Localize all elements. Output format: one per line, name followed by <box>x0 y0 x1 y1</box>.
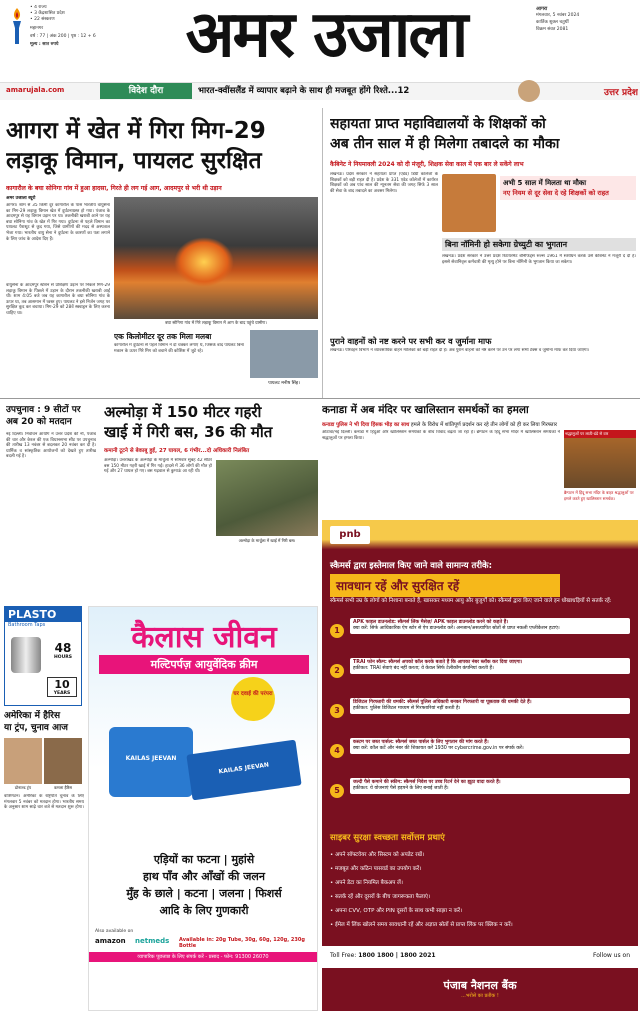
canada-photo: श्रद्धालुओं पर लाठी-डंडे से वार <box>564 430 636 488</box>
almora-body: अल्मोड़ा। उत्तराखंड के अल्मोड़ा के मार्चुला में सोमवार सुबह 42 सीटर बस 150 मीटर गहरी खाई में गिर गई। हादसे में 36 लोगों की मौत हो गई और 27 घायल हो गए। बस गढ़वाल से कुमाऊं आ रही थी। <box>104 458 212 475</box>
section-divider <box>0 398 640 399</box>
canada-kicker: कनाडा पुलिस ने भी दिया हिंसक भीड़ का साथ हमले के विरोध में शांतिपूर्ण प्रदर्शन कर रहे तीन लोगों को ही कर लिया गिरफ्तार <box>322 422 557 428</box>
right-lead-body: लखनऊ। प्रदेश सरकार ने सहायता प्राप्त (एडेड) डिग्री कॉलेजों के शिक्षकों को बड़ी राहत दी है। प्रदेश के 331 एडेड कॉलेजों में कार्यरत शिक्षकों को अब पांच साल की न्यूनतम सेवा की जगह सिर्फ 3 साल की सेवा के बाद तबादले का अवसर मिलेगा। <box>330 172 438 194</box>
pnb-footer: Toll Free: 1800 1800 | 1800 2021 Follow us on <box>322 946 638 968</box>
cm-photo <box>442 174 496 232</box>
quote-box: अभी 5 साल में मिलता था मौका नए नियम से दूर सेवा दे रहे शिक्षकों को राहत <box>500 176 636 200</box>
trump-photo <box>4 738 42 784</box>
masthead-right-info: आगरा मंगलवार, 5 नवंबर 2024 कार्तिक शुक्ल चतुर्थी विक्रम संवत 2081 <box>536 6 580 32</box>
pnb-bank-footer: पंजाब नैशनल बैंक ...भरोसे का प्रतीक ! <box>322 968 638 1011</box>
section-tag: विदेश दौरा <box>100 83 192 99</box>
torch-logo-icon <box>6 4 28 48</box>
masthead-left-info: • 4 राज्य • 3 केंद्रशासित प्रदेश • 22 संस्करण महानगर वर्ष : 77 | अंक 200 | पृष्ठ : 12 + 6 मूल्य : सात रुपये <box>30 5 96 47</box>
pilot-caption: पायलट मनीष सिंह। <box>268 381 300 386</box>
avatar <box>518 80 540 102</box>
harris-photo <box>44 738 82 784</box>
plasto-ad[interactable]: PLASTO Bathroom Taps 48 HOURS 10 YEARS <box>4 606 82 706</box>
box-image: KAILAS JEEVAN <box>186 740 301 801</box>
pnb-banner: सावधान रहें और सुरक्षित रहें <box>330 574 560 597</box>
badge: घर दवाई की परंपरा <box>231 677 275 721</box>
us-election-head: अमेरिका में हैरिस या ट्रंप, चुनाव आज <box>4 711 68 733</box>
netmeds-logo: netmeds <box>135 937 170 945</box>
bus-photo <box>216 460 318 536</box>
strip-teaser[interactable]: भारत-क्वींसलैंड में व्यापार बढ़ाने के साथ ही मजबूत होंगे रिश्ते...12 <box>198 86 410 96</box>
right-lead-subhead: कैबिनेट ने नियमावली 2024 को दी मंजूरी, शिक्षक सेवा काल में एक बार ले सकेंगे लाभ <box>330 161 524 168</box>
lead-body-1: आगरा। शाम से 35 किमी दूर कागारौल के पास भारतीय वायुसेना का मिग-29 लड़ाकू विमान खेत में दुर्घटनाग्रस्त हो गया। पंजाब के आदमपुर से यह विमान उड़ान पर था। तकनीकी खराबी आने पर यह बघा सोनिगा गांव के खेत में गिर गया। दुर्घटना से पहले विमान का पायलट पैराशूट से कूद गया, जिसे ग्रामीणों की मदद से अस्पताल भेजा गया। भारतीय वायु सेना ने दुर्घटना के कारणों का पता लगाने के लिए जांच के आदेश दिए हैं। <box>6 203 110 242</box>
uses-list: एड़ियों का फटना | मुहांसे हाथ पाँव और आँखों की जलन मुँह के छाले | कटना | जलना | फिशर्स आदि के लिए गुणकारी <box>126 853 282 917</box>
practices-list: • अपने सॉफ्टवेयर और सिस्टम को अपडेट रखें। • मजबूत और कठिन पासवर्ड का उपयोग करें। • अपने डेटा का नियमित बैकअप लें। • सतर्क रहें और दूसरों के बीच जागरूकता फैलाएं। • अपना CVV, OTP और PIN दूसरों के साथ कभी साझा न करें। • ईमेल में लिंक खोलने समय सावधानी रहें और अज्ञात स्रोतों से प्राप्त लिंक पर क्लिक न करें। <box>330 852 513 928</box>
lead-subhead: कागारौल के बघा सोनिगा गांव में हुआ हादसा, गिरते ही लग गई आग, आदमपुर से भरी थी उड़ान <box>6 185 222 192</box>
by-election-body: नई दिल्ली। निर्वाचन आयोग ने उत्तर प्रदेश की नौ, पंजाब की चार और केरल की एक विधानसभा सीट पर उपचुनाव की तारीख 13 नवंबर से बदलकर 20 नवंबर कर दी है। धार्मिक व सांस्कृतिक आयोजनों को देखते हुए तारीख बदली गई है। <box>6 432 96 460</box>
by-election-head: उपचुनाव : 9 सीटों पर अब 20 को मतदान <box>6 405 81 427</box>
canada-headline: कनाडा में अब मंदिर पर खालिस्तान समर्थकों का हमला <box>322 404 529 416</box>
masthead-logo: अमर उजाला <box>185 0 467 72</box>
crash-photo <box>114 197 318 319</box>
lead-headline: आगरा में खेत में गिरा मिग-29 लड़ाकू विमान, पायलट सुरक्षित <box>6 118 266 174</box>
canada-body: ओटावा/नई दिल्ली। कनाडा में हिंदुओं और खालिस्तान समर्थकों के बीच विवाद बढ़ता जा रहा है। ब्रैम्पटन के हिंदू सभा मंदिर में खालिस्तान समर्थकों ने श्रद्धालुओं पर हमला किया। <box>322 430 560 441</box>
almora-headline: अल्मोड़ा में 150 मीटर गहरी खाई में गिरी बस, 36 की मौत <box>104 403 273 441</box>
amazon-logo: amazon <box>95 937 126 945</box>
penalty-head: पुराने वाहनों को नष्ट करने पर सभी कर व जुर्माना माफ <box>330 336 492 346</box>
site-link[interactable]: amarujala.com <box>6 86 65 94</box>
gratuity-head: बिना नॉमिनी हो सकेगा ग्रेच्युटी का भुगतान <box>442 238 636 251</box>
lead-body-2: वायुसेना के आदमपुर स्टेशन से प्रशिक्षण उड़ान पर निकले मिग-29 लड़ाकू विमान के पिछले में उड़ान के दौरान तकनीकी खराबी आई थी। शाम 4:05 बजे जब यह कागारौल के बघा सोनिगा गांव के ऊपर था, तब आसमान में घ्वस्त हुए। पायलट ने इसे निर्जन जगह पर सुरक्षित कूद कर बचाया। मिग-29 को 28वें स्क्वाड्रन के लिए करना चाहिए था। <box>6 283 110 316</box>
trump-name: डोनाल्ड ट्रंप <box>14 785 32 790</box>
region-label: उत्तर प्रदेश <box>604 88 638 98</box>
us-election-body: वाशिंगटन। अमेरिका के राष्ट्रपति चुनाव के लिए मंगलवार 5 नवंबर को मतदान होगा। भारतीय समय के अनुसार शाम साढ़े चार बजे से मतदान शुरू होगा। <box>4 794 84 811</box>
photo-caption: बघा सोनिगा गांव में गिरे लड़ाकू विमान में आग के बाद पहुंचे ग्रामीण। <box>165 320 267 325</box>
sub-body: कागारौल में दुर्घटना से पहले विमान ने दो चक्कर लगाए थे, जिसके बाद पायलट बिना मकान के ऊपर गिरे मिग को बचाने की कोशिश में जुटे रहे। <box>114 343 244 354</box>
pnb-ad[interactable]: pnb स्कैमर्स द्वारा इस्तेमाल किए जाने वाले सामान्य तरीके: सावधान रहें और सुरक्षित रहें स्कैमर्स सभी उम्र के लोगों को निशाना बनाते हैं, खासकर मध्यम आयु और बुजुर्गों को। स्कैमर्स द्वारा किए जाने वाले इन धोखाधड़ियों से सतर्क रहें: 1 APK फाइल डाउनलोड: स्कैमर्स लिंक मैसेज़/ APK फाइल डाउनलोड करने को कहते हैं। क्या करें: सिर्फ आधिकारिक ऐप स्टोर से ऐप डाउनलोड करें। अनजान/असत्यापित स्रोतों से प्राप्त नकली एप्लीकेशन हटाएं। 2 TRAI फोन स्कैम: स्कैमर्स अपको कॉल करके बताते हैं कि आपका नंबर ब्लॉक कर दिया जाएगा। हकीकत: TRAI सेवाएं बंद नहीं करता; वे केवल सिर्फ टेलीकॉम कंपनियां करती हैं। 3 डिजिटल गिरफ्तारी की धमकी: स्कैमर्स पुलिस अधिकारी बनकर गिरफ्तारी या पूछताछ की धमकी देते हैं। हकीकत: पुलिस डिजिटल माध्यम से गिरफ्तारियां नहीं करती है। 4 कस्टम पर जब्त पार्सल: स्कैमर्स जब्त पार्सल के लिए भुगतान की मांग करते हैं। क्या करें: कॉल कटें और नंबर की शिकायत करें 1930 पर cybercrime.gov.in पर संपर्क करें। 5 जल्दी पैसे कमाने की स्कीम: स्कैमर्स निवेश पर उच्च रिटर्न देने का झूठा वादा करते हैं। हकीकत: ये योजनाएं पैसे हड़पने के लिए बनाई जाती हैं। साइबर सुरक्षा स्वच्छता सर्वोत्तम प्रथाएं • अपने सॉफ्टवेयर और सिस्टम को अपडेट रखें। • मजबूत और कठिन पासवर्ड का उपयोग करें। • अपने डेटा का नियमित बैकअप लें। • सतर्क रहें और दूसरों के बीच जागरूकता फैलाएं। • अपना CVV, OTP और PIN दूसरों के साथ कभी साझा न करें। • ईमेल में लिंक खोलने समय सावधानी रहें और अज्ञात स्रोतों से प्राप्त लिंक पर क्लिक न करें। Toll Free: 1800 1800 | 1800 2021 Follow us on पंजाब नैशनल बैंक ...भरोसे का प्रतीक ! <box>322 520 638 1011</box>
almora-subhead: कमानी टूटने से बेकाबू हुई, 27 घायल, 6 गंभीर...दो अधिकारी निलंबित <box>104 448 250 454</box>
pilot-photo <box>250 330 318 378</box>
penalty-body: लखनऊ। परिवहन विभाग ने व्यावसायिक वाहन मालिकों को बड़ी राहत दी है। अब पुराने वाहनों को नष्ट करने पर उन पर लगा सभी टैक्स व जुर्माना माफ कर दिया जाएगा। <box>330 348 590 353</box>
gratuity-body: लखनऊ। प्रदेश सरकार ने उत्तर प्रदेश रिटायरमेंट बेनिफिट्स रूल्स 1961 में संशोधन करके उसे कैबिनेट ने मंजूरी दे दी है। इससे सेवानिवृत्त कर्मचारी की मृत्यु होने पर बिना नॉमिनी के भुगतान किया जा सकेगा। <box>442 254 636 265</box>
canada-caption: ब्रैम्पटन में हिंदू सभा मंदिर के बाहर श्रद्धालुओं पर हमले करते हुए खालिस्तान समर्थक। <box>564 490 634 501</box>
lead-byline: अमर उजाला ब्यूरो <box>6 196 36 201</box>
harris-name: कमला हैरिस <box>54 785 72 790</box>
sub-head: एक किलोमीटर दूर तक मिला मलबा <box>114 332 212 341</box>
kailas-ad[interactable]: कैलास जीवन मल्टिपर्पज़ आयुर्वेदिक क्रीम घर दवाई की परंपरा KAILAS JEEVAN KAILAS JEEVAN एड़ियों का फटना | मुहांसे हाथ पाँव और आँखों की जलन मुँह के छाले | कटना | जलना | फिशर्स आदि के लिए गुणकारी Also available on amazon netmeds Available in: 20g Tube, 30g, 60g, 120g, 230g Bottle व्यापारिक पूछताछ के लिए संपर्क करें - प्रसाद - फोन: 91300 26070 <box>88 606 318 1011</box>
pnb-items: 1 APK फाइल डाउनलोड: स्कैमर्स लिंक मैसेज़/ APK फाइल डाउनलोड करने को कहते हैं। क्या करें: सिर्फ आधिकारिक ऐप स्टोर से ऐप डाउनलोड करें। अनजान/असत्यापित स्रोतों से प्राप्त नकली एप्लीकेशन हटाएं। 2 TRAI फोन स्कैम: स्कैमर्स अपको कॉल करके बताते हैं कि आपका नंबर ब्लॉक कर दिया जाएगा। हकीकत: TRAI सेवाएं बंद नहीं करता; वे केवल सिर्फ टेलीकॉम कंपनियां करती हैं। 3 डिजिटल गिरफ्तारी की धमकी: स्कैमर्स पुलिस अधिकारी बनकर गिरफ्तारी या पूछताछ की धमकी देते हैं। हकीकत: पुलिस डिजिटल माध्यम से गिरफ्तारियां नहीं करती है। 4 कस्टम पर जब्त पार्सल: स्कैमर्स जब्त पार्सल के लिए भुगतान की मांग करते हैं। क्या करें: कॉल कटें और नंबर की शिकायत करें 1930 पर cybercrime.gov.in पर संपर्क करें। 5 जल्दी पैसे कमाने की स्कीम: स्कैमर्स निवेश पर उच्च रिटर्न देने का झूठा वादा करते हैं। हकीकत: ये योजनाएं पैसे हड़पने के लिए बनाई जाती हैं। <box>330 618 630 818</box>
jar-image: KAILAS JEEVAN <box>109 727 193 797</box>
column-divider <box>322 108 323 398</box>
right-lead-headline: सहायता प्राप्त महाविद्यालयों के शिक्षकों को अब तीन साल में ही मिलेगा तबादले का मौका <box>330 116 560 152</box>
tap-icon <box>11 637 41 673</box>
bus-caption: अल्मोड़ा के मार्चुला में खाई में गिरी बस। <box>238 538 296 543</box>
pnb-logo: pnb <box>330 526 370 544</box>
